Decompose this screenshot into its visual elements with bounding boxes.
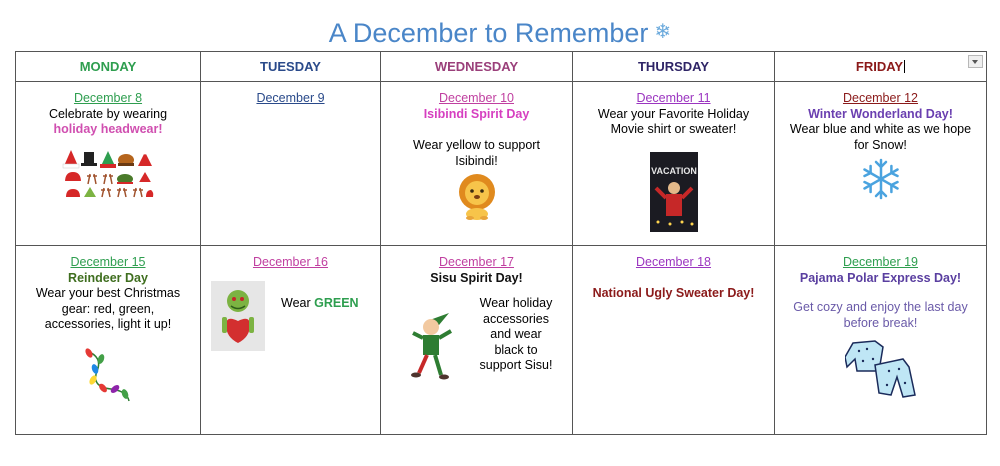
cell-dec-8[interactable] bbox=[16, 82, 201, 246]
cell-dec-12[interactable] bbox=[775, 82, 987, 246]
cell-dec-19[interactable] bbox=[775, 246, 987, 435]
cell-text-block: Wear holiday accessories and wear black to support Sisu! bbox=[479, 296, 553, 372]
cell-dec-11[interactable] bbox=[573, 82, 775, 246]
date-label: December 18 bbox=[635, 255, 712, 269]
cell-text: for Snow! bbox=[854, 137, 907, 152]
text-cursor bbox=[904, 60, 905, 73]
date-label: December 19 bbox=[842, 255, 919, 269]
date-label: December 15 bbox=[70, 255, 146, 269]
cell-text: Wear yellow to support bbox=[413, 138, 540, 152]
cell-text: Celebrate by wearing bbox=[48, 106, 168, 121]
cell-text: Wear GREEN bbox=[281, 296, 359, 310]
date-label: December 16 bbox=[252, 255, 329, 269]
cell-text: gear: red, green, bbox=[61, 301, 155, 316]
day-heading: Reindeer Day bbox=[68, 270, 148, 285]
day-heading: National Ugly Sweater Day! bbox=[592, 285, 755, 300]
cell-text-emphasis: holiday headwear! bbox=[53, 122, 163, 136]
cell-dec-16[interactable] bbox=[201, 246, 381, 435]
week-row-1 bbox=[16, 82, 987, 246]
cell-text: Movie shirt or sweater! bbox=[610, 122, 737, 136]
hat-row-2 bbox=[64, 172, 153, 185]
grinch-image bbox=[211, 281, 265, 351]
lion-image bbox=[455, 172, 499, 220]
date-label: December 12 bbox=[842, 91, 919, 105]
day-heading: Sisu Spirit Day! bbox=[430, 270, 523, 285]
cell-text: Get cozy and enjoy the last day bbox=[793, 300, 968, 314]
cell-text: Wear your best Christmas bbox=[35, 286, 181, 300]
date-label: December 8 bbox=[73, 91, 143, 105]
week-row-2 bbox=[16, 246, 987, 435]
date-label: December 11 bbox=[636, 91, 711, 105]
calendar-table bbox=[15, 51, 987, 435]
hat-row-3 bbox=[66, 187, 153, 197]
cell-dec-10[interactable] bbox=[381, 82, 573, 246]
header-row bbox=[16, 52, 987, 82]
cell-text: accessories, light it up! bbox=[44, 317, 172, 331]
snowflake-icon: ❄ bbox=[654, 21, 672, 43]
filter-dropdown-button[interactable] bbox=[968, 55, 983, 68]
cell-dec-18[interactable] bbox=[573, 246, 775, 435]
poster-title: VACATION bbox=[650, 165, 697, 176]
day-heading: Isibindi Spirit Day bbox=[423, 106, 530, 121]
title-text: A December to Remember bbox=[328, 18, 649, 48]
movie-poster-image bbox=[650, 152, 698, 232]
header-monday[interactable]: MONDAY bbox=[16, 52, 201, 82]
date-label: December 17 bbox=[438, 255, 515, 269]
christmas-lights-image bbox=[81, 347, 135, 403]
header-wednesday[interactable]: WEDNESDAY bbox=[381, 52, 573, 82]
cell-text: Isibindi! bbox=[455, 153, 498, 168]
day-heading: Pajama Polar Express Day! bbox=[799, 270, 962, 285]
page-title bbox=[0, 18, 1000, 49]
cell-dec-9[interactable] bbox=[201, 82, 381, 246]
cell-text: before break! bbox=[843, 315, 918, 330]
date-label: December 10 bbox=[438, 91, 515, 105]
elf-image bbox=[409, 311, 457, 383]
header-friday[interactable]: FRIDAY bbox=[775, 52, 987, 82]
header-thursday[interactable]: THURSDAY bbox=[573, 52, 775, 82]
cell-dec-17[interactable] bbox=[381, 246, 573, 435]
header-tuesday[interactable]: TUESDAY bbox=[201, 52, 381, 82]
hat-row-1 bbox=[63, 149, 152, 168]
date-label: December 9 bbox=[256, 91, 325, 105]
cell-text: Wear blue and white as we hope bbox=[789, 122, 972, 136]
snowflake-icon bbox=[859, 157, 903, 201]
cell-text-emphasis: GREEN bbox=[314, 296, 359, 310]
holiday-hats-image bbox=[62, 148, 154, 198]
day-heading: Winter Wonderland Day! bbox=[808, 106, 953, 121]
cell-text: Wear your Favorite Holiday bbox=[597, 106, 750, 121]
cell-dec-15[interactable] bbox=[16, 246, 201, 435]
pajamas-image bbox=[845, 337, 917, 399]
